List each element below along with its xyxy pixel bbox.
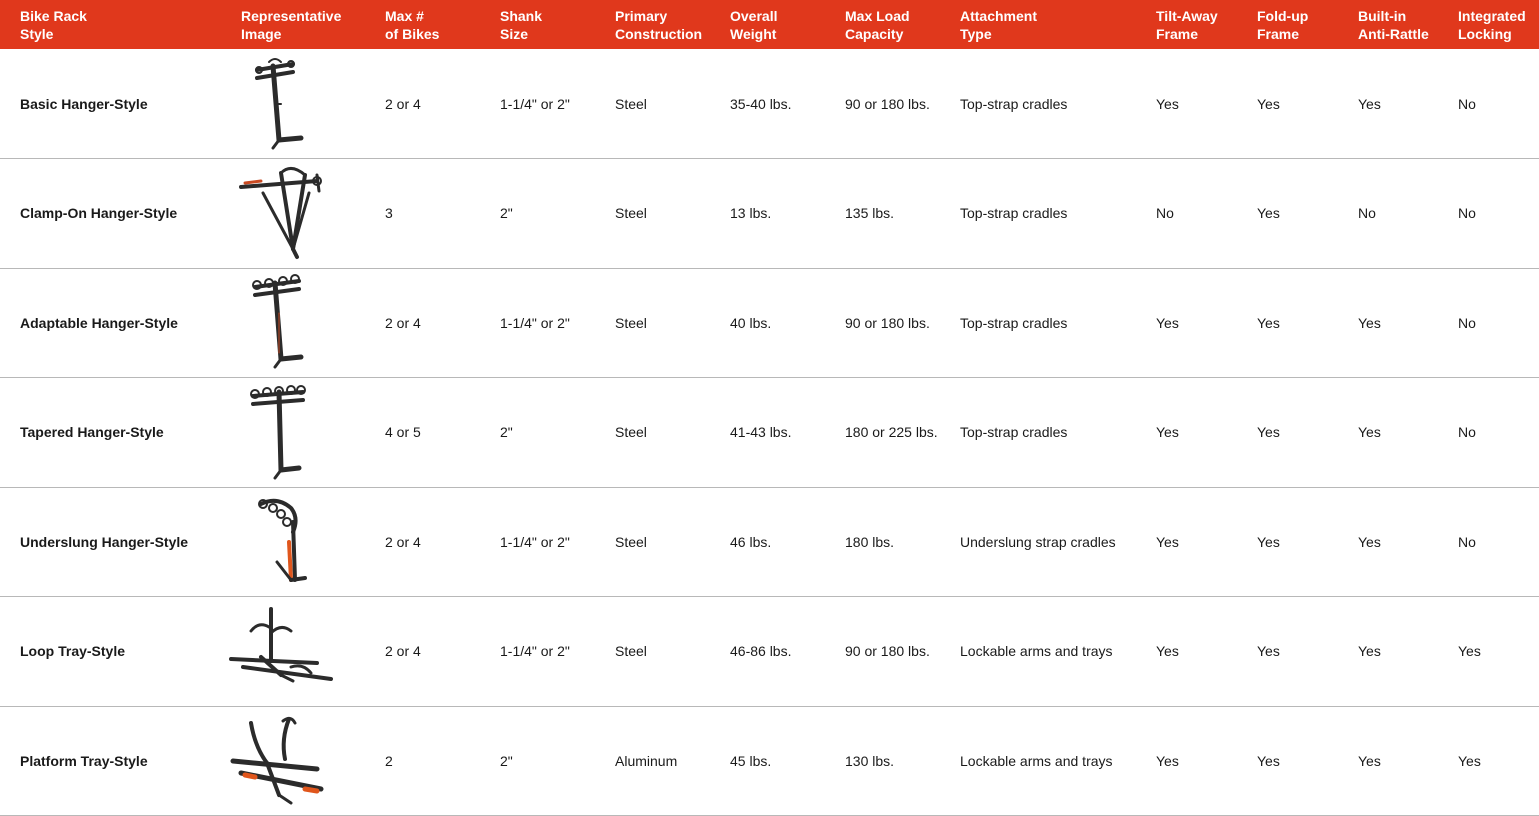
cell-capacity: 130 lbs.: [845, 752, 895, 769]
cell-tilt-away: No: [1156, 205, 1174, 222]
cell-fold-up: Yes: [1257, 533, 1280, 550]
header-fold-up-frame: Fold-up Frame: [1257, 7, 1309, 42]
cell-construction: Steel: [615, 95, 647, 112]
cell-image: [221, 597, 365, 707]
cell-fold-up: Yes: [1257, 205, 1280, 222]
table-row: [0, 487, 1539, 597]
cell-weight: 35-40 lbs.: [730, 95, 792, 112]
cell-weight: 40 lbs.: [730, 314, 772, 331]
cell-anti-rattle: Yes: [1358, 643, 1381, 660]
cell-locking: No: [1458, 205, 1476, 222]
header-representative-image: Representative Image: [241, 7, 342, 42]
header-max-bikes: Max # of Bikes: [385, 7, 440, 42]
cell-image: [221, 706, 365, 816]
cell-capacity: 90 or 180 lbs.: [845, 95, 930, 112]
cell-image: [221, 378, 365, 488]
header-built-in-anti-rattle: Built-in Anti-Rattle: [1358, 7, 1429, 42]
cell-locking: No: [1458, 314, 1476, 331]
cell-max-bikes: 2 or 4: [385, 95, 421, 112]
cell-image: [221, 268, 365, 378]
cell-anti-rattle: Yes: [1358, 533, 1381, 550]
cell-tilt-away: Yes: [1156, 643, 1179, 660]
platform-tray-rack-image: [221, 711, 365, 811]
cell-fold-up: Yes: [1257, 95, 1280, 112]
header-attachment-type: Attachment Type: [960, 7, 1038, 42]
cell-max-bikes: 3: [385, 205, 393, 222]
header-shank-size: Shank Size: [500, 7, 543, 42]
cell-locking: No: [1458, 533, 1476, 550]
cell-style: Underslung Hanger-Style: [20, 533, 189, 550]
cell-tilt-away: Yes: [1156, 533, 1179, 550]
cell-style: Basic Hanger-Style: [20, 95, 148, 112]
cell-weight: 13 lbs.: [730, 205, 772, 222]
hanger-rack-4-arm-image: [221, 273, 365, 373]
cell-max-bikes: 2 or 4: [385, 314, 421, 331]
cell-style: Adaptable Hanger-Style: [20, 314, 178, 331]
cell-shank-size: 1-1/4" or 2": [500, 533, 570, 550]
table-header-row: [0, 0, 1539, 49]
cell-construction: Steel: [615, 424, 647, 441]
cell-weight: 46 lbs.: [730, 533, 772, 550]
cell-construction: Steel: [615, 643, 647, 660]
cell-fold-up: Yes: [1257, 643, 1280, 660]
cell-style: Clamp-On Hanger-Style: [20, 205, 178, 222]
cell-shank-size: 2": [500, 752, 513, 769]
cell-anti-rattle: Yes: [1358, 314, 1381, 331]
header-tilt-away-frame: Tilt-Away Frame: [1156, 7, 1218, 42]
cell-attachment: Top-strap cradles: [960, 205, 1068, 222]
cell-shank-size: 1-1/4" or 2": [500, 95, 570, 112]
header-bike-rack-style: Bike Rack Style: [20, 7, 87, 42]
cell-image: [221, 159, 365, 269]
cell-tilt-away: Yes: [1156, 424, 1179, 441]
cell-construction: Aluminum: [615, 752, 678, 769]
cell-locking: Yes: [1458, 752, 1481, 769]
cell-attachment: Top-strap cradles: [960, 424, 1068, 441]
header-primary-construction: Primary Construction: [615, 7, 703, 42]
cell-max-bikes: 2 or 4: [385, 643, 421, 660]
cell-capacity: 90 or 180 lbs.: [845, 643, 930, 660]
cell-max-bikes: 2: [385, 752, 393, 769]
hanger-rack-5-arm-image: [221, 382, 365, 482]
table-row: [0, 597, 1539, 707]
cell-weight: 41-43 lbs.: [730, 424, 792, 441]
underslung-rack-image: [221, 492, 365, 592]
cell-fold-up: Yes: [1257, 752, 1280, 769]
cell-capacity: 180 or 225 lbs.: [845, 424, 938, 441]
cell-tilt-away: Yes: [1156, 314, 1179, 331]
header-max-load-capacity: Max Load Capacity: [845, 7, 910, 42]
cell-attachment: Lockable arms and trays: [960, 752, 1113, 769]
cell-shank-size: 2": [500, 424, 513, 441]
cell-attachment: Top-strap cradles: [960, 314, 1068, 331]
cell-fold-up: Yes: [1257, 424, 1280, 441]
header-integrated-locking: Integrated Locking: [1458, 7, 1526, 42]
cell-attachment: Lockable arms and trays: [960, 643, 1113, 660]
cell-shank-size: 1-1/4" or 2": [500, 314, 570, 331]
cell-image: [221, 487, 365, 597]
cell-weight: 46-86 lbs.: [730, 643, 792, 660]
cell-attachment: Underslung strap cradles: [960, 533, 1116, 550]
table-row: [0, 378, 1539, 488]
cell-style: Loop Tray-Style: [20, 643, 126, 660]
cell-capacity: 90 or 180 lbs.: [845, 314, 930, 331]
cell-construction: Steel: [615, 533, 647, 550]
loop-tray-rack-image: [221, 601, 365, 701]
cell-fold-up: Yes: [1257, 314, 1280, 331]
cell-locking: No: [1458, 424, 1476, 441]
cell-weight: 45 lbs.: [730, 752, 772, 769]
cell-style: Platform Tray-Style: [20, 752, 148, 769]
cell-locking: No: [1458, 95, 1476, 112]
header-overall-weight: Overall Weight: [730, 7, 778, 42]
cell-anti-rattle: Yes: [1358, 95, 1381, 112]
cell-style: Tapered Hanger-Style: [20, 424, 164, 441]
cell-shank-size: 2": [500, 205, 513, 222]
cell-capacity: 180 lbs.: [845, 533, 895, 550]
cell-capacity: 135 lbs.: [845, 205, 895, 222]
cell-locking: Yes: [1458, 643, 1481, 660]
cell-attachment: Top-strap cradles: [960, 95, 1068, 112]
table-row: [0, 49, 1539, 159]
table-row: [0, 706, 1539, 816]
cell-construction: Steel: [615, 205, 647, 222]
cell-shank-size: 1-1/4" or 2": [500, 643, 570, 660]
cell-image: [221, 49, 365, 159]
clamp-on-rack-image: [221, 163, 365, 263]
cell-anti-rattle: Yes: [1358, 752, 1381, 769]
hanger-rack-2-arm-image: [221, 54, 365, 154]
cell-tilt-away: Yes: [1156, 752, 1179, 769]
cell-tilt-away: Yes: [1156, 95, 1179, 112]
table-row: [0, 268, 1539, 378]
cell-max-bikes: 4 or 5: [385, 424, 421, 441]
cell-anti-rattle: Yes: [1358, 424, 1381, 441]
cell-anti-rattle: No: [1358, 205, 1376, 222]
cell-construction: Steel: [615, 314, 647, 331]
table-row: [0, 159, 1539, 269]
cell-max-bikes: 2 or 4: [385, 533, 421, 550]
